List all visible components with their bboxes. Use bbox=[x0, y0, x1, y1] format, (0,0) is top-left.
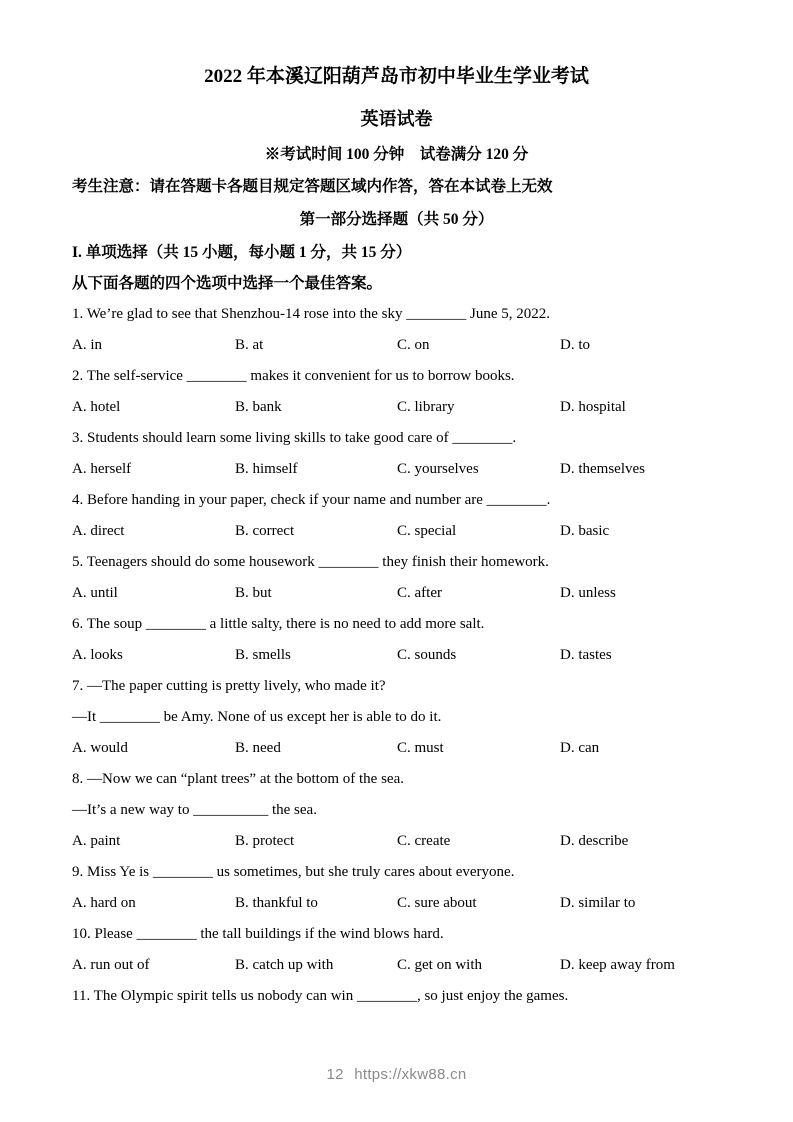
option: A. paint bbox=[72, 833, 121, 849]
option: A. in bbox=[72, 337, 102, 353]
question bbox=[72, 764, 721, 857]
section-heading: I. 单项选择（共 15 小题，每小题 1 分，共 15 分） bbox=[72, 244, 412, 261]
question-stem: 4. Before handing in your paper, check if your name and number are ________. bbox=[72, 492, 551, 508]
question-stem: —It ________ be Amy. None of us except her is able to do it. bbox=[72, 709, 442, 725]
options-row bbox=[72, 888, 721, 919]
question bbox=[72, 299, 721, 361]
question bbox=[72, 857, 721, 919]
option: C. after bbox=[397, 585, 442, 601]
question bbox=[72, 485, 721, 547]
question-stem: 3. Students should learn some living skills to take good care of ________. bbox=[72, 430, 517, 446]
option: B. catch up with bbox=[235, 957, 334, 973]
exam-subtitle: 英语试卷 bbox=[360, 109, 433, 129]
question-stem: 9. Miss Ye is ________ us sometimes, but she truly cares about everyone. bbox=[72, 864, 515, 880]
option: B. himself bbox=[235, 461, 298, 477]
option: A. would bbox=[72, 740, 128, 756]
option: B. at bbox=[235, 337, 264, 353]
question-stem: 5. Teenagers should do some housework ________ they finish their homework. bbox=[72, 554, 549, 570]
option: D. similar to bbox=[560, 895, 636, 911]
option: C. on bbox=[397, 337, 430, 353]
question bbox=[72, 671, 721, 764]
candidate-notice: 考生注意：请在答题卡各题目规定答题区域内作答，答在本试卷上无效 bbox=[72, 178, 553, 195]
section-instruction: 从下面各题的四个选项中选择一个最佳答案。 bbox=[72, 275, 383, 292]
question-stem: 10. Please ________ the tall buildings if the wind blows hard. bbox=[72, 926, 444, 942]
option: C. yourselves bbox=[397, 461, 479, 477]
exam-meta: ※考试时间 100 分钟 试卷满分 120 分 bbox=[264, 146, 529, 163]
question-stem: 7. —The paper cutting is pretty lively, who made it? bbox=[72, 678, 386, 694]
option: C. sounds bbox=[397, 647, 457, 663]
option: B. smells bbox=[235, 647, 291, 663]
option: B. thankful to bbox=[235, 895, 318, 911]
option: B. protect bbox=[235, 833, 295, 849]
option: D. to bbox=[560, 337, 590, 353]
option: A. hotel bbox=[72, 399, 121, 415]
option: B. but bbox=[235, 585, 272, 601]
options-row bbox=[72, 733, 721, 764]
footer-url: https://xkw88.cn bbox=[354, 1066, 467, 1083]
option: D. describe bbox=[560, 833, 629, 849]
option: C. library bbox=[397, 399, 455, 415]
option: D. keep away from bbox=[560, 957, 675, 973]
option: A. herself bbox=[72, 461, 132, 477]
page-number: 12 bbox=[326, 1066, 344, 1083]
question-stem: 8. —Now we can “plant trees” at the bottom of the sea. bbox=[72, 771, 404, 787]
option: A. looks bbox=[72, 647, 123, 663]
question bbox=[72, 981, 721, 1012]
option: C. sure about bbox=[397, 895, 477, 911]
question-stem: 11. The Olympic spirit tells us nobody can win ________, so just enjoy the games. bbox=[72, 988, 569, 1004]
options-row bbox=[72, 516, 721, 547]
options-row bbox=[72, 330, 721, 361]
option: B. bank bbox=[235, 399, 282, 415]
options-row bbox=[72, 826, 721, 857]
part-heading: 第一部分选择题（共 50 分） bbox=[299, 211, 494, 228]
options-row bbox=[72, 950, 721, 981]
option: A. hard on bbox=[72, 895, 136, 911]
option: D. unless bbox=[560, 585, 616, 601]
option: D. hospital bbox=[560, 399, 626, 415]
options-row bbox=[72, 578, 721, 609]
options-row bbox=[72, 454, 721, 485]
options-row bbox=[72, 640, 721, 671]
question bbox=[72, 547, 721, 609]
question bbox=[72, 361, 721, 423]
option: D. themselves bbox=[560, 461, 645, 477]
page-footer bbox=[0, 1066, 793, 1083]
option: A. run out of bbox=[72, 957, 150, 973]
option: D. can bbox=[560, 740, 600, 756]
option: C. must bbox=[397, 740, 444, 756]
question-stem: —It’s a new way to __________ the sea. bbox=[72, 802, 317, 818]
exam-title: 2022 年本溪辽阳葫芦岛市初中毕业生学业考试 bbox=[204, 66, 589, 87]
option: D. basic bbox=[560, 523, 610, 539]
option: B. need bbox=[235, 740, 281, 756]
question bbox=[72, 423, 721, 485]
option: C. special bbox=[397, 523, 457, 539]
question-stem: 1. We’re glad to see that Shenzhou-14 rose into the sky ________ June 5, 2022. bbox=[72, 306, 551, 322]
options-row bbox=[72, 392, 721, 423]
option: C. create bbox=[397, 833, 451, 849]
question-list bbox=[72, 299, 721, 1012]
question-stem: 2. The self-service ________ makes it convenient for us to borrow books. bbox=[72, 368, 515, 384]
question bbox=[72, 609, 721, 671]
option: B. correct bbox=[235, 523, 295, 539]
option: C. get on with bbox=[397, 957, 482, 973]
option: A. direct bbox=[72, 523, 125, 539]
question-stem: 6. The soup ________ a little salty, there is no need to add more salt. bbox=[72, 616, 485, 632]
option: A. until bbox=[72, 585, 118, 601]
question bbox=[72, 919, 721, 981]
option: D. tastes bbox=[560, 647, 612, 663]
